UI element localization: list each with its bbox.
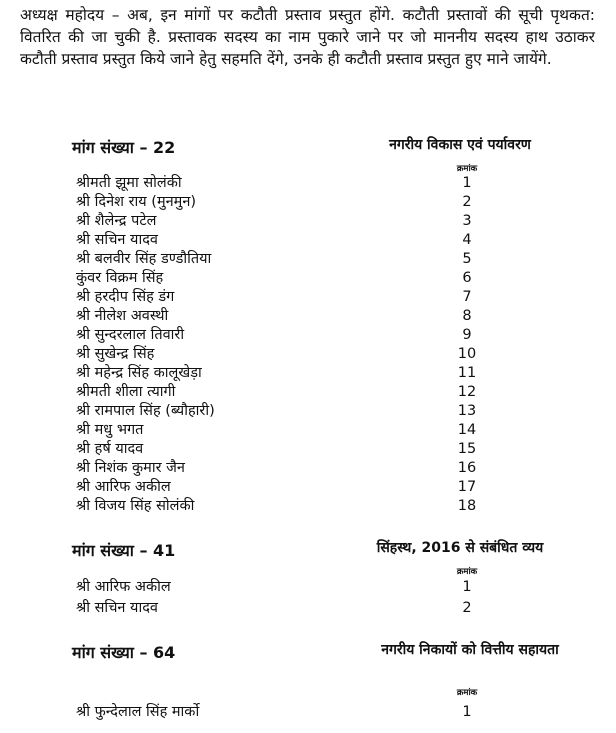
member-row (0, 231, 616, 250)
member-row (0, 578, 616, 597)
serial-number: 9 (462, 327, 472, 343)
member-row (0, 269, 616, 288)
member-name: श्री दिनेश राय (मुनमुन) (76, 194, 197, 210)
member-row (0, 174, 616, 193)
member-name: श्री सुखेन्द्र सिंह (76, 346, 155, 362)
serial-number: 15 (457, 441, 477, 457)
member-name: श्री रामपाल सिंह (ब्यौहारी) (76, 403, 215, 419)
serial-column-label: क्रमांक (456, 567, 478, 577)
member-name: श्री हरदीप सिंह डंग (76, 289, 175, 305)
member-name: श्री मधु भगत (76, 422, 144, 438)
member-row (0, 326, 616, 345)
serial-column-label: क्रमांक (456, 164, 478, 174)
demand-heading: नगरीय विकास एवं पर्यावरण (389, 137, 531, 153)
serial-number: 2 (462, 194, 472, 210)
member-name: श्री हर्ष यादव (76, 441, 144, 457)
serial-number: 7 (462, 289, 472, 305)
serial-number: 5 (462, 251, 472, 267)
serial-number: 6 (462, 270, 472, 286)
demand-number-title: मांग संख्या – 41 (72, 541, 176, 560)
demand-number-title: मांग संख्या – 64 (72, 643, 176, 662)
member-row (0, 703, 616, 722)
serial-number: 1 (462, 704, 472, 720)
serial-number: 13 (457, 403, 477, 419)
serial-number: 18 (457, 498, 477, 514)
intro-paragraph (20, 4, 595, 70)
member-row (0, 307, 616, 326)
speaker-name: अध्यक्ष महोदय (20, 6, 105, 24)
demand-heading: सिंहस्थ, 2016 से संबंधित व्यय (376, 540, 544, 556)
member-row (0, 478, 616, 497)
member-row (0, 193, 616, 212)
serial-number: 1 (462, 175, 472, 191)
member-name: श्री बलवीर सिंह डण्डौतिया (76, 251, 212, 267)
serial-number: 17 (457, 479, 477, 495)
member-name: श्री विजय सिंह सोलंकी (76, 498, 195, 514)
member-name: श्री सुन्दरलाल तिवारी (76, 327, 185, 343)
member-name: कुंवर विक्रम सिंह (76, 270, 164, 286)
member-row (0, 402, 616, 421)
intro-text: – अब, इन मांगों पर कटौती प्रस्ताव प्रस्तुत होंगे. कटौती प्रस्तावों की सूची पृथकत: वितरित की जा चुकी है. प्रस्तावक सदस्य का नाम पुकारे जाने पर जो माननीय सदस्य हाथ उठाकर कटौती प्रस्ताव प्रस्तुत किये जाने हेतु सहमति देंगे, उनके ही कटौती प्रस्ताव प्रस्तुत हुए माने जायेंगे. (20, 6, 595, 68)
member-row (0, 364, 616, 383)
member-name: श्री सचिन यादव (76, 600, 158, 616)
member-name: श्री फुन्देलाल सिंह मार्को (76, 704, 200, 720)
member-row (0, 383, 616, 402)
member-name: श्रीमती शीला त्यागी (76, 384, 176, 400)
member-row (0, 212, 616, 231)
member-row (0, 459, 616, 478)
member-name: श्री आरिफ अकील (76, 579, 171, 595)
member-name: श्री निशंक कुमार जैन (76, 460, 185, 476)
member-name: श्री सचिन यादव (76, 232, 158, 248)
member-name: श्रीमती झूमा सोलंकी (76, 175, 182, 191)
member-row (0, 497, 616, 516)
serial-number: 8 (462, 308, 472, 324)
serial-number: 1 (462, 579, 472, 595)
serial-number: 4 (462, 232, 472, 248)
serial-column-label: क्रमांक (456, 688, 478, 698)
serial-number: 16 (457, 460, 477, 476)
member-name: श्री आरिफ अकील (76, 479, 171, 495)
member-name: श्री शैलेन्द्र पटेल (76, 213, 157, 229)
member-row (0, 288, 616, 307)
serial-number: 10 (457, 346, 477, 362)
member-row (0, 599, 616, 618)
member-row (0, 440, 616, 459)
member-row (0, 421, 616, 440)
member-name: श्री महेन्द्र सिंह कालूखेड़ा (76, 365, 202, 381)
serial-number: 2 (462, 600, 472, 616)
serial-number: 12 (457, 384, 477, 400)
demand-heading: नगरीय निकायों को वित्तीय सहायता (381, 642, 559, 658)
demand-number-title: मांग संख्या – 22 (72, 138, 176, 157)
serial-number: 3 (462, 213, 472, 229)
member-row (0, 250, 616, 269)
serial-number: 11 (457, 365, 477, 381)
serial-number: 14 (457, 422, 477, 438)
member-name: श्री नीलेश अवस्थी (76, 308, 169, 324)
member-row (0, 345, 616, 364)
